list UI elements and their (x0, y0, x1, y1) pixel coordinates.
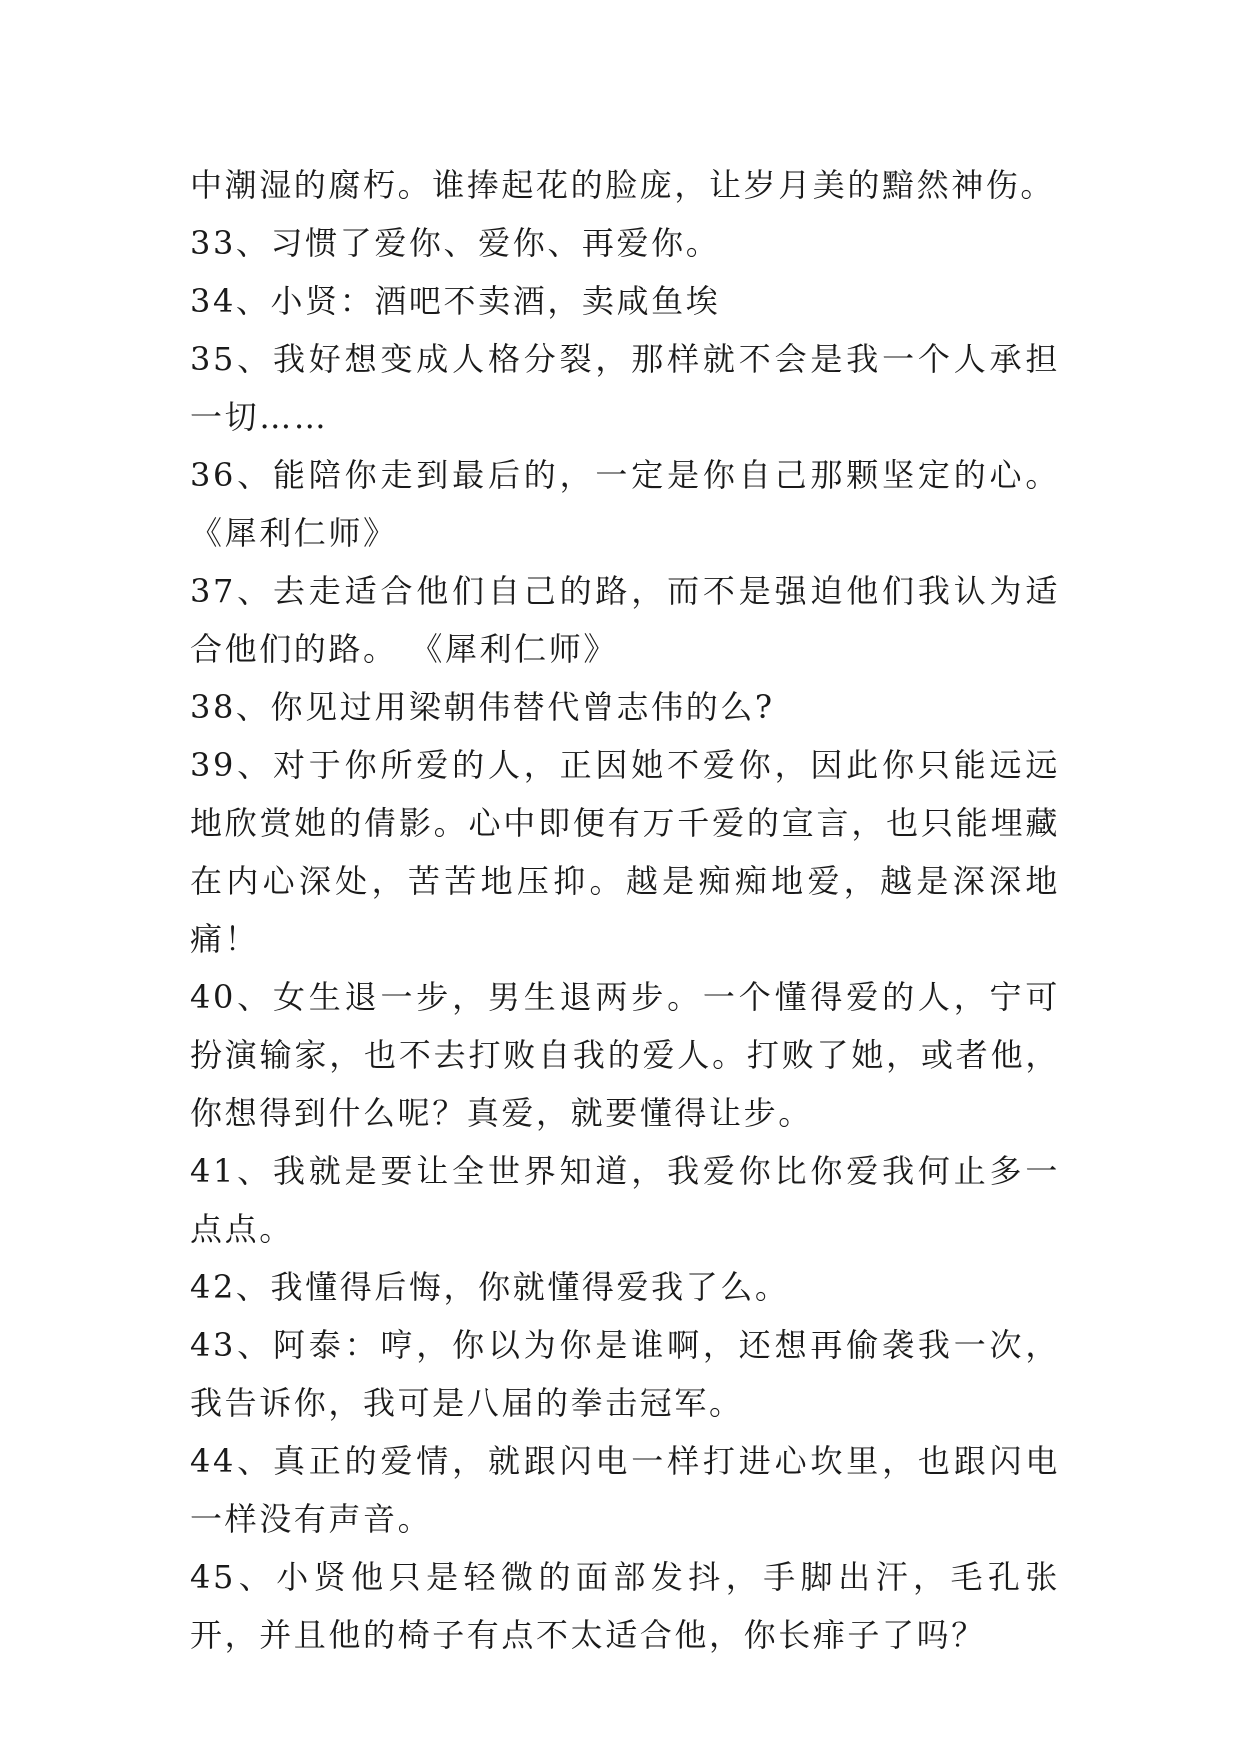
paragraph-41: 41、我就是要让全世界知道，我爱你比你爱我何止多一点点。 (190, 1152, 1060, 1248)
paragraph-34: 34、小贤：酒吧不卖酒，卖咸鱼埃 (190, 282, 721, 320)
paragraph-43: 43、阿泰：哼，你以为你是谁啊，还想再偷袭我一次，我告诉你，我可是八届的拳击冠军。 (190, 1326, 1060, 1422)
paragraph-44: 44、真正的爱情，就跟闪电一样打进心坎里，也跟闪电一样没有声音。 (190, 1442, 1060, 1538)
paragraph-45: 45、小贤他只是轻微的面部发抖，手脚出汗，毛孔张开，并且他的椅子有点不太适合他，你长痱子了吗？ (190, 1558, 1060, 1654)
paragraph-38: 38、你见过用梁朝伟替代曾志伟的么? (190, 688, 775, 726)
paragraph-42: 42、我懂得后悔，你就懂得爱我了么。 (190, 1268, 790, 1306)
document-body (190, 156, 1060, 1664)
paragraph-37: 37、去走适合他们自己的路，而不是强迫他们我认为适合他们的路。 《犀利仁师》 (190, 572, 1060, 668)
paragraph-33: 33、习惯了爱你、爱你、再爱你。 (190, 224, 721, 262)
paragraph-36: 36、能陪你走到最后的，一定是你自己那颗坚定的心。 《犀利仁师》 (190, 456, 1060, 552)
paragraph-40: 40、女生退一步，男生退两步。一个懂得爱的人，宁可扮演输家，也不去打败自我的爱人。打败了她，或者他，你想得到什么呢？真爱，就要懂得让步。 (190, 978, 1060, 1132)
paragraph-35: 35、我好想变成人格分裂，那样就不会是我一个人承担一切…… (190, 340, 1060, 436)
paragraph-39: 39、对于你所爱的人，正因她不爱你，因此你只能远远地欣赏她的倩影。心中即便有万千爱的宣言，也只能埋藏在内心深处，苦苦地压抑。越是痴痴地爱，越是深深地痛！ (190, 746, 1060, 958)
paragraph-continuation: 中潮湿的腐朽。谁捧起花的脸庞，让岁月美的黯然神伤。 (190, 166, 1056, 204)
